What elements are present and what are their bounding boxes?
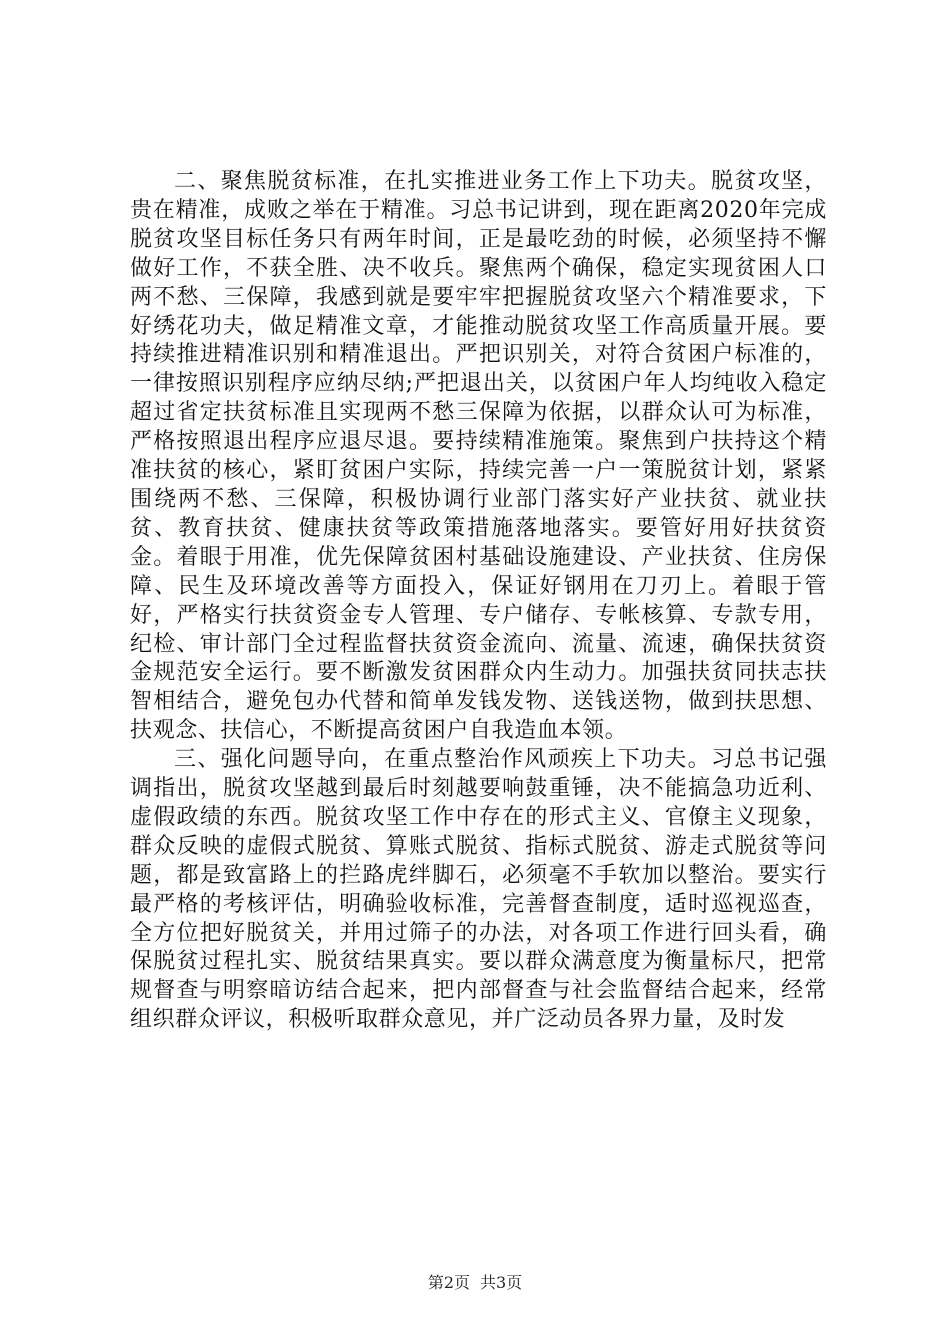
page-footer [0, 1273, 950, 1293]
page-number: 第2页 [427, 1273, 470, 1292]
paragraph-section-two: 二、聚焦脱贫标准，在扎实推进业务工作上下功夫。脱贫攻坚，贵在精准，成败之举在于精准。习总书记讲到，现在距离2020年完成脱贫攻坚目标任务只有两年时间，正是最吃劲的时候，必须坚持不懈做好工作，不获全胜、决不收兵。聚焦两个确保，稳定实现贫困人口两不愁、三保障，我感到就是要牢牢把握脱贫攻坚六个精准要求，下好绣花功夫，做足精准文章，才能推动脱贫攻坚工作高质量开展。要持续推进精准识别和精准退出。严把识别关，对符合贫困户标准的，一律按照识别程序应纳尽纳;严把退出关，以贫困户年人均纯收入稳定超过省定扶贫标准且实现两不愁三保障为依据，以群众认可为标准，严格按照退出程序应退尽退。要持续精准施策。聚焦到户扶持这个精准扶贫的核心，紧盯贫困户实际，持续完善一户一策脱贫计划，紧紧围绕两不愁、三保障，积极协调行业部门落实好产业扶贫、就业扶贫、教育扶贫、健康扶贫等政策措施落地落实。要管好用好扶贫资金。着眼于用准，优先保障贫困村基础设施建设、产业扶贫、住房保障、民生及环境改善等方面投入，保证好钢用在刀刃上。着眼于管好，严格实行扶贫资金专人管理、专户储存、专帐核算、专款专用，纪检、审计部门全过程监督扶贫资金流向、流量、流速，确保扶贫资金规范安全运行。要不断激发贫困群众内生动力。加强扶贫同扶志扶智相结合，避免包办代替和简单发钱发物、送钱送物，做到扶思想、扶观念、扶信心，不断提高贫困户自我造血本领。 [130, 169, 827, 744]
page-total: 共3页 [480, 1273, 523, 1292]
paragraph-section-three: 三、强化问题导向，在重点整治作风顽疾上下功夫。习总书记强调指出，脱贫攻坚越到最后时刻越要响鼓重锤，决不能搞急功近利、虚假政绩的东西。脱贫攻坚工作中存在的形式主义、官僚主义现象，群众反映的虚假式脱贫、算账式脱贫、指标式脱贫、游走式脱贫等问题，都是致富路上的拦路虎绊脚石，必须毫不手软加以整治。要实行最严格的考核评估，明确验收标准，完善督查制度，适时巡视巡查，全方位把好脱贫关，并用过筛子的办法，对各项工作进行回头看，确保脱贫过程扎实、脱贫结果真实。要以群众满意度为衡量标尺，把常规督查与明察暗访结合起来，把内部督查与社会监督结合起来，经常组织群众评议，积极听取群众意见，并广泛动员各界力量，及时发 [130, 747, 827, 1033]
document-body [130, 168, 827, 1035]
